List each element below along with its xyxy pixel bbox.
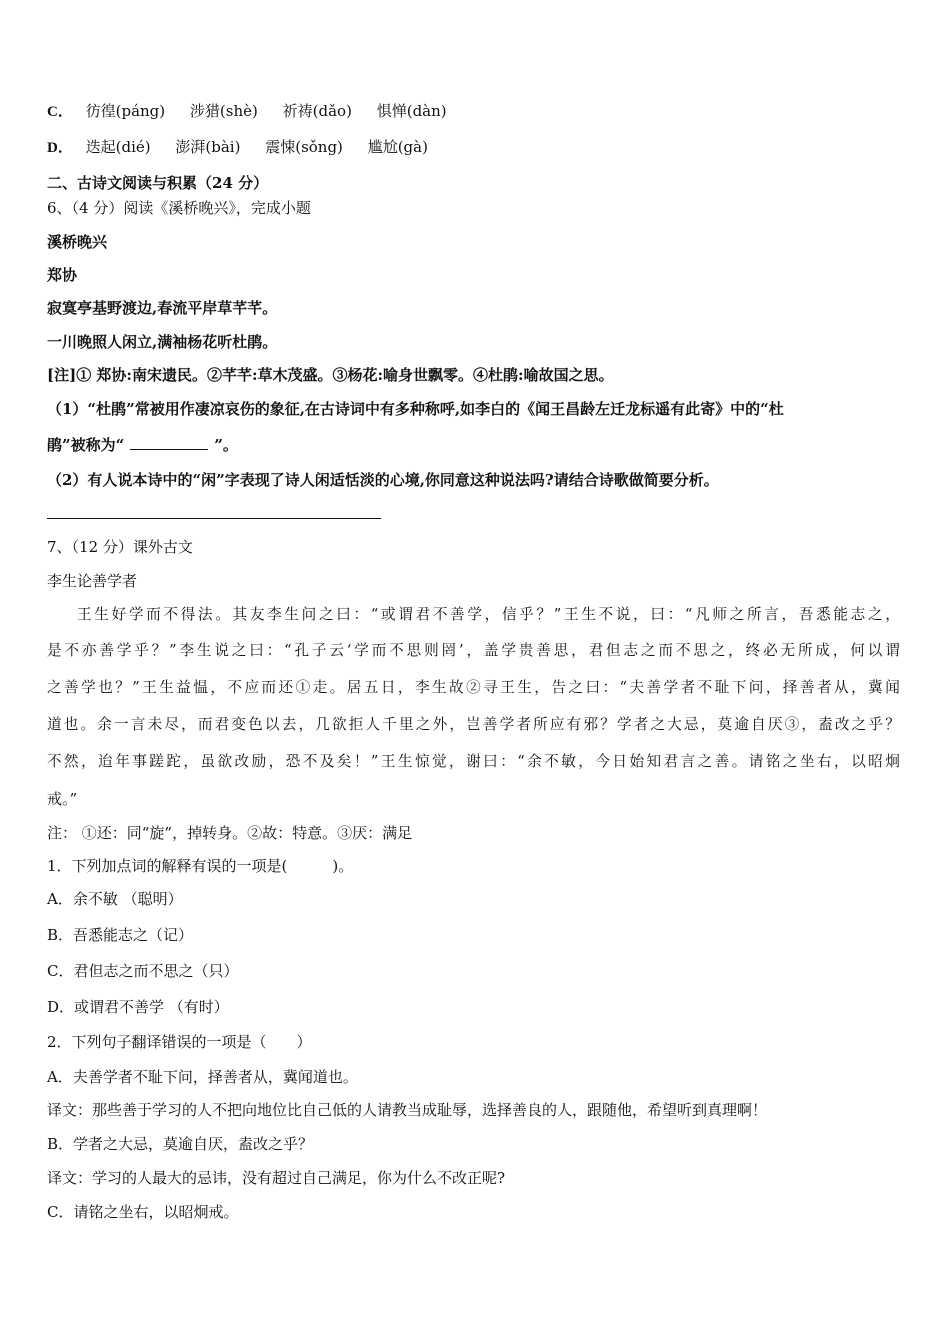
question-text: 鹃”被称为“ [47, 436, 125, 454]
choice-b[interactable]: B．学者之大忌，莫逾自厌，盍改之乎？ [47, 1135, 314, 1153]
passage-title: 李生论善学者 [47, 572, 138, 590]
q6-subquestion-2: （2）有人说本诗中的“闲”字表现了诗人闲适恬淡的心境,你同意这种说法吗?请结合诗歌做简要分析。 [47, 471, 719, 489]
choice-d[interactable]: D．或谓君不善学 （有时） [47, 998, 229, 1016]
poem-title: 溪桥晚兴 [47, 233, 108, 251]
q5-option-c [47, 100, 447, 123]
option-label: C． [47, 104, 73, 120]
translation-text: 译文：那些善于学习的人不把向地位比自己低的人请教当成耻辱，选择善良的人，跟随他，希望听到真理啊！ [47, 1101, 768, 1119]
passage-line: 王生好学而不得法。其友李生问之曰：“或谓君不善学，信乎？”王生不说，曰：“凡师之所言，吾悉能志之， [77, 606, 900, 623]
q7-subquestion-2: 2．下列句子翻译错误的一项是（ ） [47, 1033, 312, 1051]
q6-subquestion-1-cont [47, 434, 238, 456]
option-word: 迭起(dié) [85, 138, 151, 156]
choice-a[interactable]: A．夫善学者不耻下问，择善者从，冀闻道也。 [47, 1068, 358, 1086]
q7-subquestion-1: 1．下列加点词的解释有误的一项是( )。 [47, 857, 354, 875]
passage-line: 之善学也？”王生益愠，不应而还①走。居五日，李生故②寻王生，告之曰：“夫善学者不耻下问，择善者从，冀闻 [47, 679, 900, 696]
section-heading: 二、古诗文阅读与积累（24 分） [47, 174, 269, 192]
q6-header: 6、（4 分）阅读《溪桥晚兴》，完成小题 [47, 199, 311, 217]
option-word: 澎湃(bài) [175, 138, 241, 156]
choice-b[interactable]: B．吾悉能志之（记） [47, 926, 194, 944]
option-word: 彷徨(páng) [85, 102, 166, 120]
question-text: ”。 [214, 436, 238, 454]
choice-c[interactable]: C．君但志之而不思之（只） [47, 962, 239, 980]
poem-verse: 一川晚照人闲立,满袖杨花听杜鹃。 [47, 333, 278, 351]
q7-header: 7、（12 分）课外古文 [47, 538, 193, 556]
poem-author: 郑协 [47, 266, 78, 284]
passage-line: 道也。余一言未尽，而君变色以去，几欲拒人千里之外，岂善学者所应有邪？学者之大忌，莫逾自厌③，盍改之乎？ [47, 716, 900, 733]
choice-c[interactable]: C．请铭之坐右，以昭炯戒。 [47, 1203, 239, 1221]
poem-note: [注]① 郑协:南宋遗民。②芊芊:草木茂盛。③杨花:喻身世飘零。④杜鹃:喻故国之思。 [47, 366, 614, 384]
passage-line: 戒。” [47, 790, 78, 808]
answer-line[interactable] [47, 518, 381, 519]
q6-subquestion-1: （1）“杜鹃”常被用作凄凉哀伤的象征,在古诗词中有多种称呼,如李白的《闻王昌龄左迁龙标遥有此寄》中的“杜 [47, 400, 784, 418]
q5-option-d [47, 136, 428, 159]
poem-verse: 寂寞亭基野渡边,春流平岸草芊芊。 [47, 299, 278, 317]
option-label: D． [47, 140, 73, 156]
passage-note: 注： ①还：同“旋”，掉转身。②故：特意。③厌：满足 [47, 824, 413, 842]
answer-blank[interactable] [130, 434, 208, 450]
passage-line: 不然，迨年事蹉跎，虽欲改励，恐不及矣！”王生惊觉，谢曰：“余不敏，今日始知君言之善。请铭之坐右，以昭炯 [47, 753, 900, 770]
option-word: 祈祷(dǎo) [282, 102, 352, 120]
option-word: 惧惮(dàn) [376, 102, 447, 120]
translation-text: 译文：学习的人最大的忌讳，没有超过自己满足，你为什么不改正呢? [47, 1169, 506, 1187]
option-word: 尴尬(gà) [367, 138, 428, 156]
choice-a[interactable]: A．余不敏 （聪明） [47, 890, 183, 908]
passage-line: 是不亦善学乎？”李生说之曰：“孔子云‘学而不思则罔’，盖学贵善思，君但志之而不思之，终必无所成，何以谓 [47, 642, 900, 659]
option-word: 涉猎(shè) [189, 102, 258, 120]
option-word: 震悚(sǒng) [265, 138, 343, 156]
